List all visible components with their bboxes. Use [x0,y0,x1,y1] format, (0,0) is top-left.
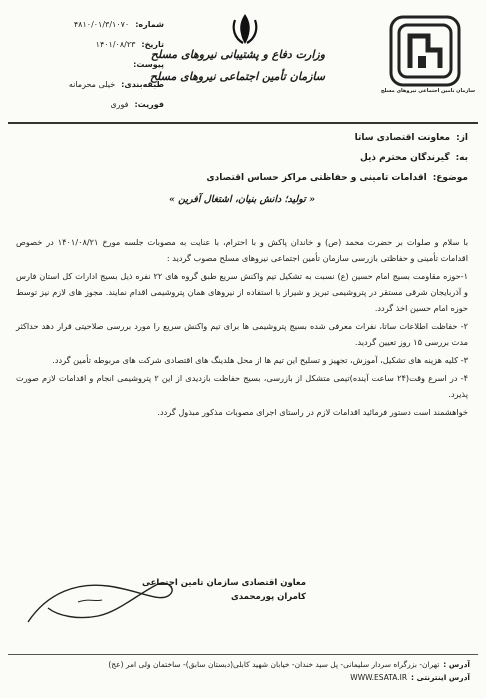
national-emblem-icon [231,12,259,46]
intro-paragraph: با سلام و صلوات بر حضرت محمد (ص) و خاندان پاکش و با احترام، با عنایت به مصوبات جلسه مورخ ۱۴۰۱/۰۸/۲۱ در خصوص اقدامات تأمینی و حفاظتی بازرسی سازمان تأمین اجتماعی نیروهای مسلح مصوب گردید : [16,237,468,263]
directive-item: ۳- کلیه هزینه های تشکیل، آموزش، تجهیز و تسلیح این تیم ها از محل هلدینگ های اقتصادی شرکت های مربوطه تأمین گردد. [52,355,468,365]
header-divider [8,122,478,124]
signature-block [96,578,306,602]
directive-item: ۴- در اسرع وقت(۲۴ ساعت آینده)تیمی متشکل از بازرسی، بسیج حفاظت بازدیدی از این ۲ پتروشیمی انجام و اقدامات لازم صورت پذیرد. [16,373,468,399]
letter-footer [20,658,470,684]
footer-website: آدرس اینترنتی :WWW.ESATA.IR [350,673,470,682]
directive-item: ۲- حفاظت اطلاعات ساتا، نفرات معرفی شده بسیج پتروشیمی ها برای تیم واکنش سریع را مورد بررسی صلاحیتی قرار دهد حداکثر مدت بررسی ۱۵ روز تعیین گردید. [16,321,468,347]
organization-logo [388,14,462,88]
subject-line: موضوع:اقدامات تامینی و حفاظتی مراکز حساس اقتصادی [206,173,468,183]
logo-caption: سازمان تامین اجتماعی نیروهای مسلح [380,88,476,94]
letterhead [0,0,486,118]
directive-item: ۱-حوزه مقاومت بسیج امام حسین (ع) نسبت به تشکیل تیم واکنش سریع طبق گروه های ۲۲ نفره ذیل بسیج ادارات کل استان فارس و آذربایجان شرقی مستقر در پتروشیمی تبریز و شیراز با استفاده از نیروهای همان پتروشیمی اقدام نمایند. مجوز های لازم نیز توسط حوزه امام حسین اخذ گردد. [16,271,468,313]
ministry-name: وزارت دفاع و پشتیبانی نیروهای مسلح [150,48,325,61]
to-line: به:گیرندگان محترم ذیل [359,153,468,163]
letter-body [16,130,468,420]
from-line: از:معاونت اقتصادی ساتا [354,133,468,143]
letter-meta [14,14,164,114]
footer-address: آدرس :تهران- بزرگراه سردار سلیمانی- پل سید خندان- خیابان شهید کابلی(دبستان سابق)- ساختمان ولی امر (عج) [108,660,470,669]
meta-date: تاریخ: ۱۴۰۱/۰۸/۲۳ [95,39,164,49]
meta-attachment: پیوست: [133,59,164,69]
signatory-title: معاون اقتصادی سازمان تامین اجتماعی [141,578,306,588]
organization-name: سازمان تأمین اجتماعی نیروهای مسلح [149,70,325,83]
closing-paragraph: خواهشمند است دستور فرمائید اقدامات لازم در راستای اجرای مصوبات مذکور مبذول گردد. [157,407,468,417]
footer-divider [8,654,478,655]
meta-urgency: فوریت: فوری [110,99,164,109]
meta-classification: طبقه‌بندی: خیلی محرمانه [68,79,164,89]
signatory-name: کامران پورمحمدی [230,592,306,602]
meta-number: شماره: ۴۸۱۰/۰۱/۳/۱۰۷۰ [73,19,164,29]
motto: « تولید؛ دانش بنیان، اشتغال آفرین » [168,194,316,205]
